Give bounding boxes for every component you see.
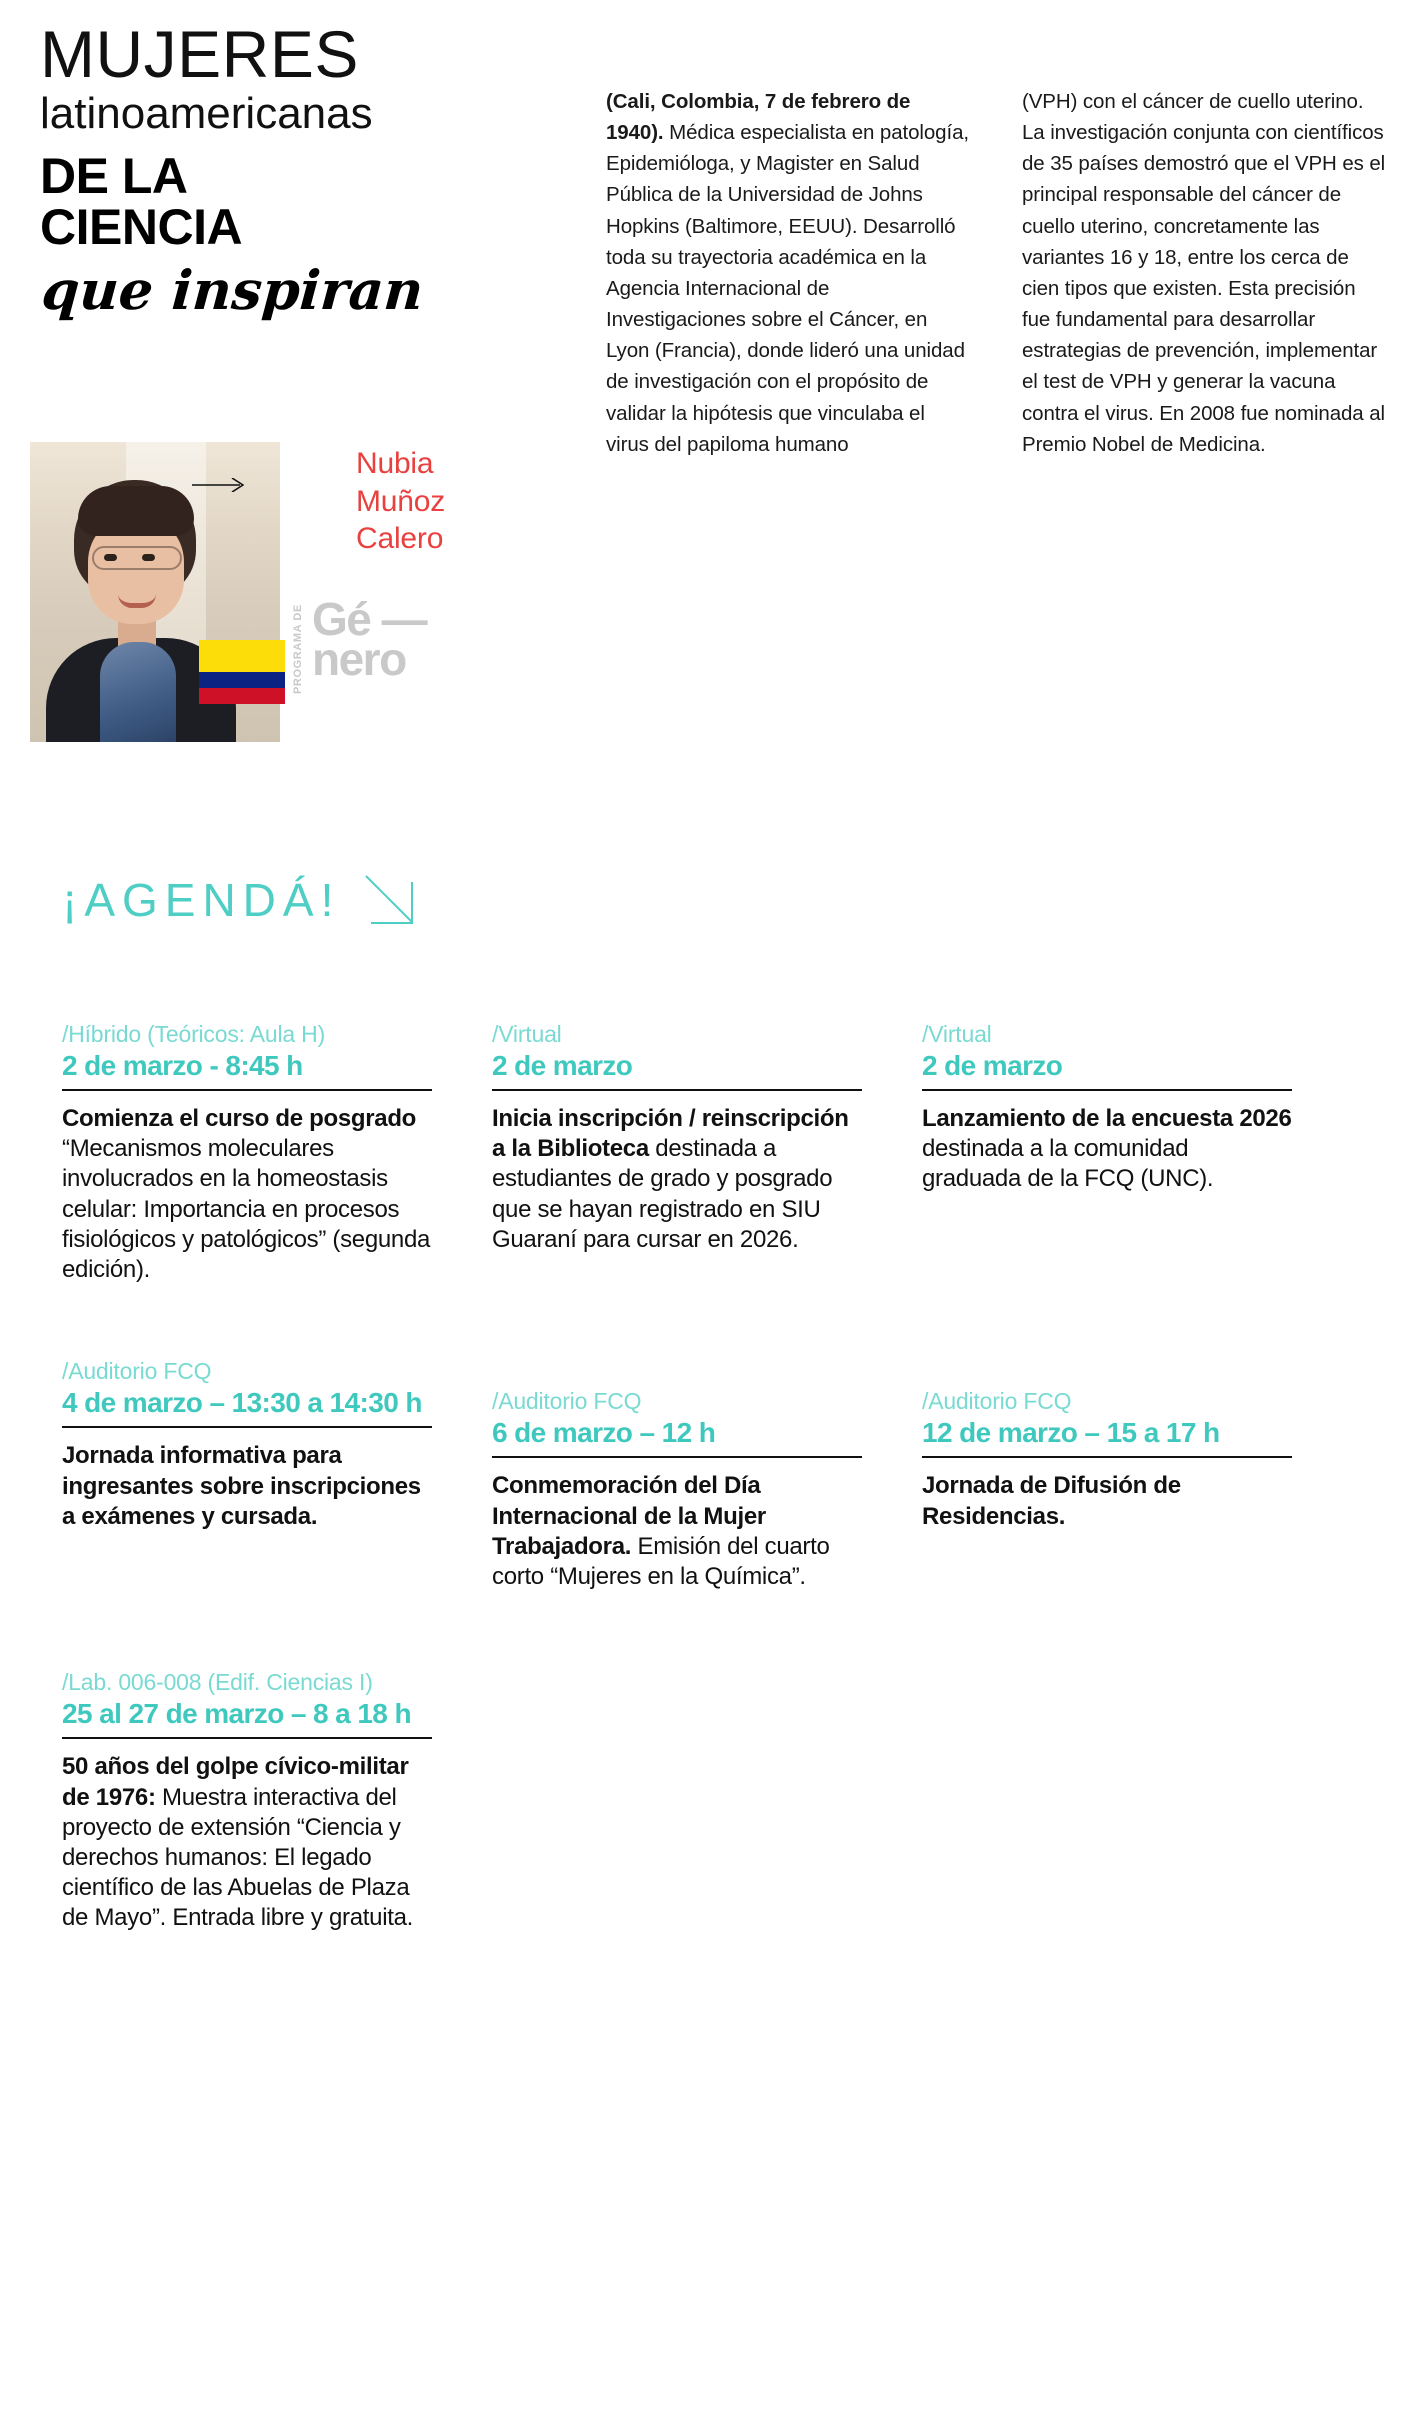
event-place: /Híbrido (Teóricos: Aula H): [62, 1021, 326, 1047]
biography-column-1-text: Médica especialista en patología, Epidemióloga, y Magister en Salud Pública de la Universidad de Johns Hopkins (Baltimore, EEUU). Desarrolló toda su trayectoria académica en la Agencia Internacional de Investigaciones sobre el Cáncer, en Lyon (Francia), donde lideró una unidad de investigación con el propósito de validar la hipótesis que vinculaba el virus del papiloma humano: [606, 121, 969, 456]
arrow-down-right-icon: [362, 872, 418, 928]
agenda-event-card[interactable]: [62, 1020, 492, 1285]
title-line-ciencia: CIENCIA: [40, 198, 243, 255]
event-description: [62, 1752, 432, 1933]
logo-kicker: PROGRAMA DE: [292, 604, 304, 694]
event-divider: [922, 1089, 1292, 1091]
agenda-event-card[interactable]: [62, 1357, 492, 1532]
biography-column-2-text: (VPH) con el cáncer de cuello uterino. La investigación conjunta con científicos de 35 países demostró que el VPH es el principal responsable del cáncer de cuello uterino, concretamente las variantes 16 y 18, entre los cerca de cien tipos que existen. Esta precisión fue fundamental para desarrollar estrategias de prevención, implementar el test de VPH y generar la vacuna contra el virus. En 2008 fue nominada al Premio Nobel de Medicina.: [1022, 90, 1386, 456]
event-description: [922, 1471, 1292, 1531]
agenda-row-1: [62, 1020, 1362, 1285]
event-date: 12 de marzo – 15 a 17 h: [922, 1416, 1220, 1448]
event-divider: [62, 1426, 432, 1428]
event-date: 4 de marzo – 13:30 a 14:30 h: [62, 1386, 422, 1418]
scientist-name-line-1: Nubia: [356, 447, 434, 480]
event-date: 25 al 27 de marzo – 8 a 18 h: [62, 1697, 411, 1729]
agenda-event-card[interactable]: [492, 1020, 922, 1255]
scientist-name-line-3: Calero: [356, 522, 444, 555]
photo-eye-left: [104, 554, 117, 561]
event-description-bold: 50 años del golpe cívico-militar de 1976:: [62, 1753, 409, 1811]
agenda-event-card[interactable]: [492, 1387, 922, 1592]
logo-wordmark: [312, 593, 427, 685]
title-line-mujeres: MUJERES: [40, 17, 359, 91]
event-description-rest: Muestra interactiva del proyecto de extensión “Ciencia y derechos humanos: El legado científico de las Abuelas de Plaza de Mayo”. Entrada libre y gratuita.: [62, 1783, 414, 1932]
photo-eye-right: [142, 554, 155, 561]
event-description: [62, 1104, 432, 1285]
biography-column-2: [1022, 86, 1386, 460]
flag-stripe-yellow: [199, 640, 285, 672]
event-date: 6 de marzo – 12 h: [492, 1416, 716, 1448]
agenda-event-card[interactable]: [62, 1668, 492, 1933]
event-description-bold: Inicia inscripción / reinscripción a la Biblioteca: [492, 1104, 849, 1163]
event-place: /Auditorio FCQ: [492, 1388, 642, 1415]
event-description-bold: Jornada de Difusión de Residencias.: [922, 1472, 1181, 1530]
flag-stripe-red: [199, 688, 285, 704]
event-place: /Virtual: [922, 1021, 992, 1047]
event-description: [922, 1104, 1292, 1195]
event-description: [492, 1471, 862, 1592]
event-description-bold: Comienza el curso de posgrado: [62, 1104, 417, 1132]
flag-stripe-blue: [199, 672, 285, 688]
event-place: /Auditorio FCQ: [62, 1358, 212, 1385]
event-description-rest: “Mecanismos moleculares involucrados en la homeostasis celular: Importancia en procesos fisiológicos y patológicos” (segunda edición).: [62, 1135, 431, 1284]
event-date: 2 de marzo: [922, 1049, 1063, 1081]
event-description-rest: destinada a la comunidad graduada de la FCQ (UNC).: [922, 1135, 1214, 1193]
event-date: 2 de marzo: [492, 1049, 633, 1081]
event-place: /Auditorio FCQ: [922, 1388, 1072, 1415]
biography-columns: [606, 86, 1386, 460]
event-place: /Virtual: [492, 1021, 562, 1047]
agenda-row-3: [62, 1668, 1362, 1933]
event-place: /Lab. 006-008 (Edif. Ciencias I): [62, 1669, 373, 1696]
event-description: [492, 1104, 862, 1255]
agenda-event-card[interactable]: [922, 1020, 1352, 1195]
event-description-bold: Conmemoración del Día Internacional de la Mujer Trabajadora.: [492, 1472, 766, 1560]
scientist-name-line-2: Muñoz: [356, 484, 446, 518]
event-description: [62, 1441, 432, 1532]
event-description-bold: Lanzamiento de la encuesta 2026: [922, 1104, 1292, 1132]
arrow-right-icon: [192, 478, 244, 492]
agenda-heading: [62, 872, 418, 928]
event-divider: [492, 1089, 862, 1091]
event-description-rest: Emisión del cuarto corto “Mujeres en la Química”.: [492, 1532, 830, 1591]
photo-fringe: [78, 486, 194, 536]
title-line-que-inspiran: que inspiran: [39, 257, 426, 322]
title-line-de-la: DE LA: [40, 147, 188, 204]
poster-title: [39, 17, 600, 322]
event-divider: [62, 1737, 432, 1739]
logo-word-line-1: Gé —: [312, 593, 427, 645]
agenda-title: ¡AGENDÁ!: [62, 874, 341, 926]
logo-word-line-2: nero: [312, 632, 406, 685]
biography-birth-info: (Cali, Colombia, 7 de febrero de 1940).: [606, 90, 911, 145]
event-description-rest: destinada a estudiantes de grado y posgrado que se hayan registrado en SIU Guaraní para cursar en 2026.: [492, 1135, 833, 1253]
agenda-event-card[interactable]: [922, 1387, 1352, 1531]
event-divider: [62, 1089, 432, 1091]
agenda-row-2: [62, 1357, 1362, 1592]
agenda-grid: [62, 1020, 1362, 1934]
poster-header: [0, 0, 1414, 790]
event-divider: [492, 1456, 862, 1458]
biography-column-1: [606, 86, 970, 460]
event-description-bold: Jornada informativa para ingresantes sobre inscripciones a exámenes y cursada.: [62, 1442, 421, 1530]
programa-genero-logo: [292, 593, 427, 696]
scientist-name: [356, 445, 445, 558]
colombia-flag-icon: [199, 640, 285, 704]
event-date: 2 de marzo - 8:45 h: [62, 1049, 303, 1081]
title-line-latinoamericanas: latinoamericanas: [40, 88, 373, 138]
event-divider: [922, 1456, 1292, 1458]
photo-scarf: [100, 642, 176, 742]
